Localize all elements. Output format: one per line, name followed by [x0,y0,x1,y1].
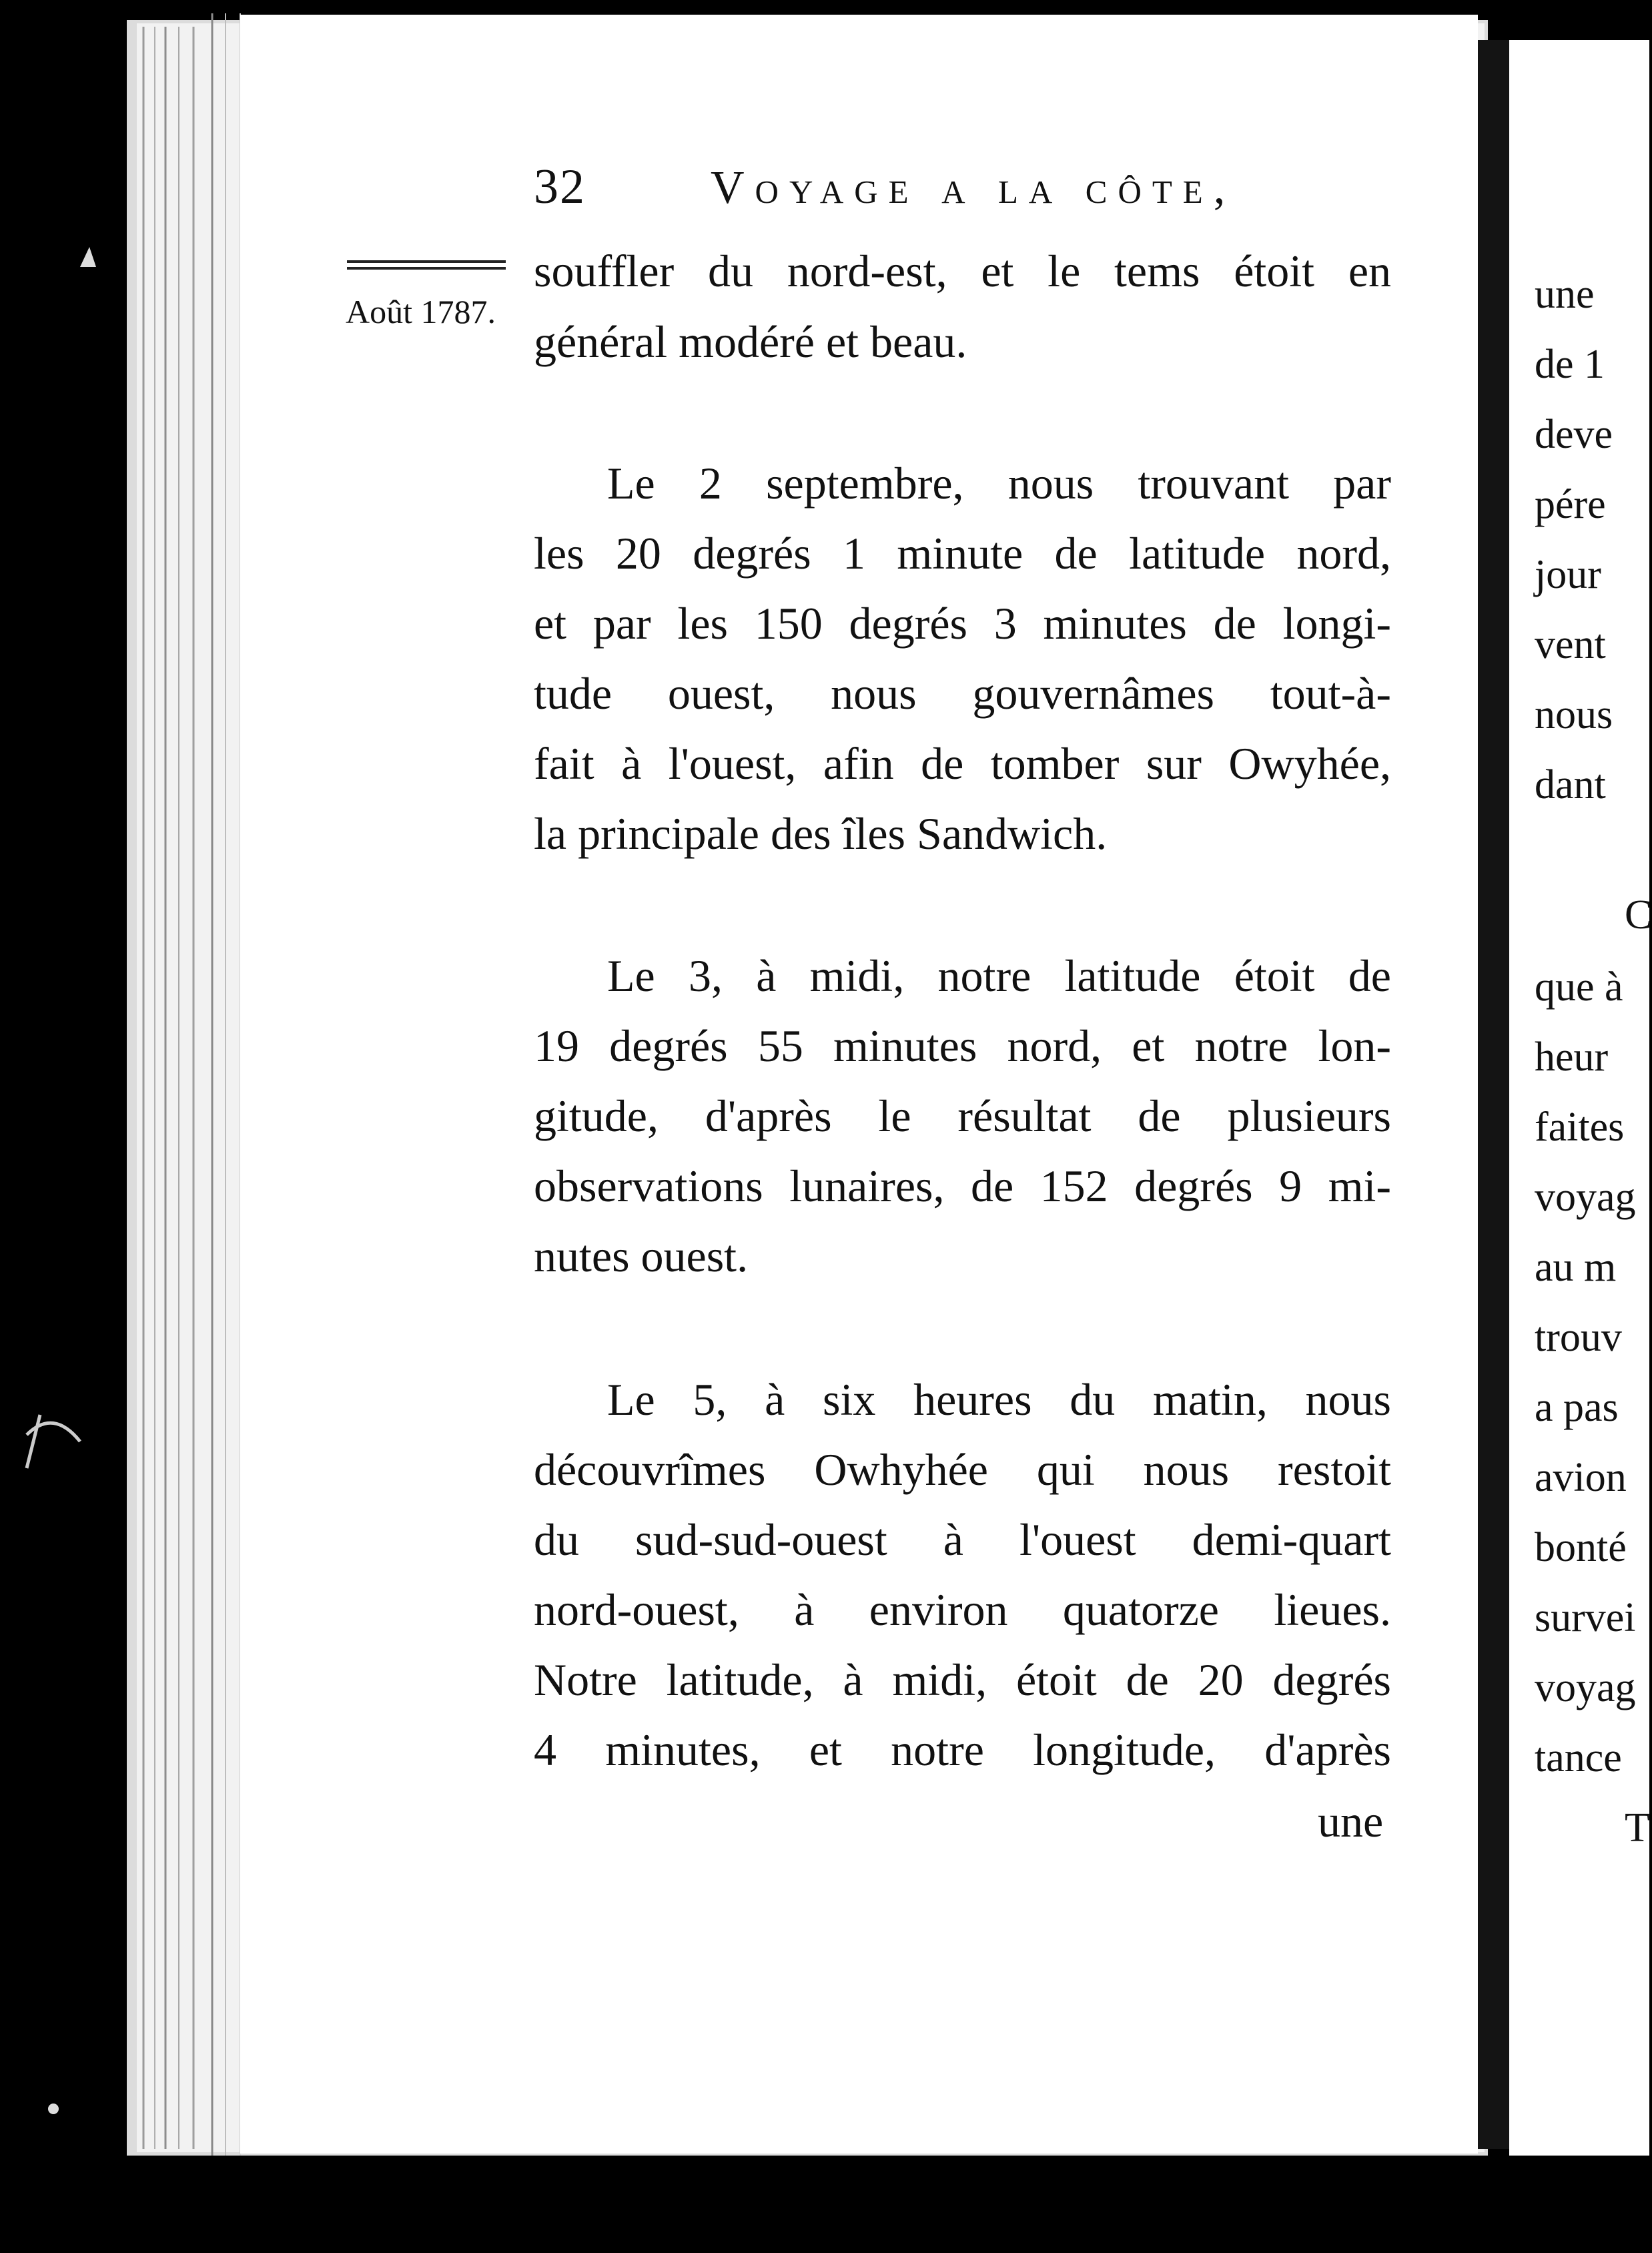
text-line: nutes ouest. [534,1231,749,1281]
facing-page-fragment: bonté [1535,1525,1627,1570]
text-line: Le 2 septembre, nous trouvant par [607,458,1391,509]
text-line: nord-ouest, à environ quatorze lieues. [534,1584,1391,1635]
text-line: fait à l'ouest, afin de tomber sur Owyhée, [534,738,1391,789]
facing-page-fragment: tance [1535,1735,1622,1781]
margin-rule [347,260,506,263]
facing-page-fragment: C [1625,892,1652,938]
facing-page-fragment: T [1625,1805,1650,1851]
text-line: observations lunaires, de 152 degrés 9 mi- [534,1161,1391,1211]
facing-page-fragment: survei [1535,1595,1636,1640]
text-line: découvrîmes Owhyhée qui nous restoit [534,1444,1391,1495]
facing-page-fragment: heur [1535,1034,1609,1080]
margin-date-note: Août 1787. [346,293,496,330]
text-line: et par les 150 degrés 3 minutes de longi- [534,598,1391,649]
facing-page-fragment: deve [1535,412,1613,457]
text-line: général modéré et beau. [534,316,967,367]
facing-page-fragment: faites [1535,1104,1625,1150]
facing-page-fragment: voyag [1535,1175,1636,1220]
facing-page-fragment: avion [1535,1455,1627,1500]
text-line: la principale des îles Sandwich. [534,808,1108,859]
text-line: gitude, d'après le résultat de plusieurs [534,1090,1391,1141]
text-line: 19 degrés 55 minutes nord, et notre lon- [534,1020,1391,1071]
catchword: une [1318,1796,1384,1847]
facing-page-fragment: vent [1535,622,1606,667]
facing-page-fragment: jour [1535,552,1601,597]
facing-page-fragment: au m [1535,1245,1617,1290]
facing-page-fragment: nous [1535,692,1613,737]
facing-page-fragment: pére [1535,482,1606,527]
facing-page-fragment: a pas [1535,1385,1619,1430]
running-title: Voyage a la côte, [711,162,1236,214]
text-line: Le 3, à midi, notre latitude étoit de [607,950,1391,1001]
margin-rule [347,267,506,270]
text-line: souffler du nord-est, et le tems étoit en [534,246,1391,296]
facing-page-fragment: de 1 [1535,342,1605,387]
facing-page-fragment: trouv [1535,1315,1622,1360]
page-number: 32 [534,159,586,214]
facing-page-fragment: que à [1535,964,1623,1010]
facing-page-fragment: une [1535,272,1595,317]
text-line: tude ouest, nous gouvernâmes tout-à- [534,668,1391,719]
text-line: Le 5, à six heures du matin, nous [607,1374,1391,1425]
facing-page-fragment: dant [1535,762,1606,808]
text-line: Notre latitude, à midi, étoit de 20 degrés [534,1654,1391,1705]
text-line: les 20 degrés 1 minute de latitude nord, [534,528,1391,579]
facing-page-fragment: voyag [1535,1665,1636,1710]
text-line: 4 minutes, et notre longitude, d'après [534,1724,1391,1775]
text-line: du sud-sud-ouest à l'ouest demi-quart [534,1514,1391,1565]
